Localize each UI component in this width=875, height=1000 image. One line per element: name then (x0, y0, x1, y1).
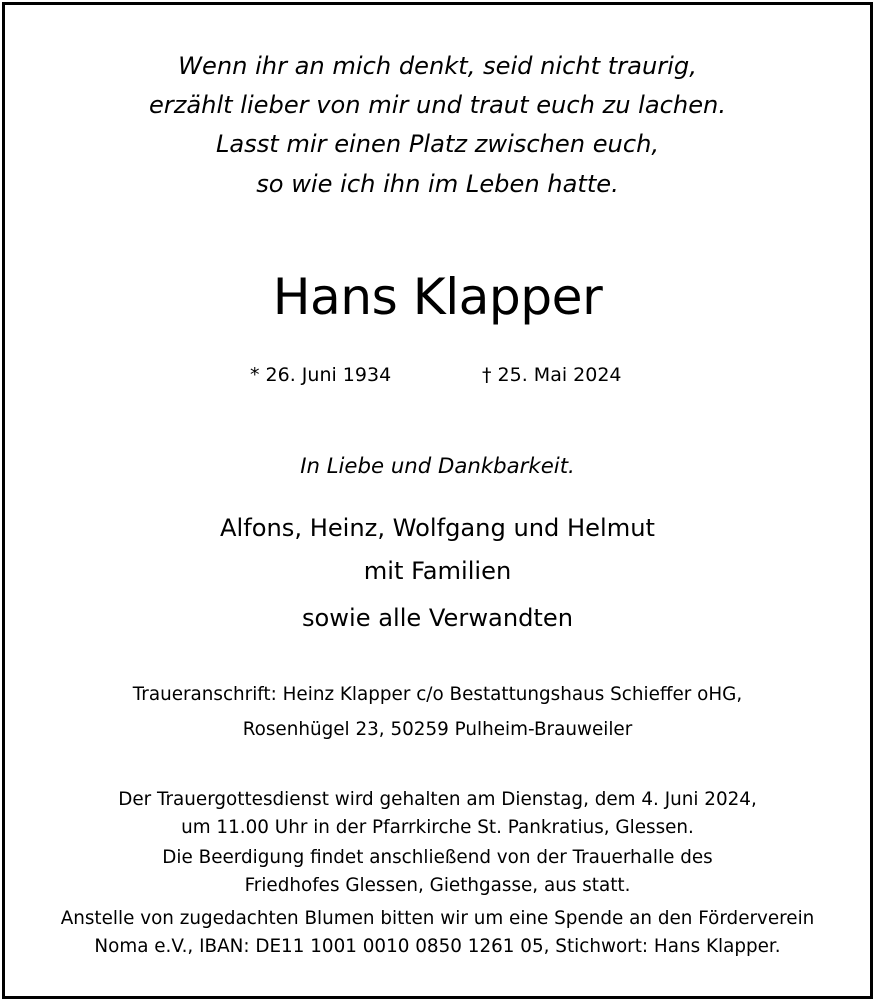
mourners-line-3: sowie alle Verwandten (301, 604, 574, 632)
service-line-1: Der Trauergottesdienst wird gehalten am Dienstag, dem 4. Juni 2024, (118, 789, 757, 810)
mourners-line-2: mit Familien (363, 557, 512, 585)
birth-date: * 26. Juni 1934 (250, 364, 392, 386)
poem-line-4: so wie ich ihn im Leben hatte. (256, 170, 619, 198)
death-date: † 25. Mai 2024 (482, 364, 622, 386)
address-line-2: Rosenhügel 23, 50259 Pulheim-Brauweiler (242, 719, 633, 740)
service-line-3: Die Beerdigung findet anschließend von der Trauerhalle des (162, 847, 713, 868)
donation-line-2: Noma e.V., IBAN: DE11 1001 0010 0850 1261 05, Stichwort: Hans Klapper. (94, 936, 781, 957)
poem-line-1: Wenn ihr an mich denkt, seid nicht traurig, (178, 52, 697, 80)
thanks-line: In Liebe und Dankbarkeit. (300, 454, 575, 479)
donation-line-1: Anstelle von zugedachten Blumen bitten wir um eine Spende an den Förderverein (60, 908, 815, 929)
deceased-name: Hans Klapper (272, 267, 603, 326)
service-line-2: um 11.00 Uhr in der Pfarrkirche St. Pankratius, Glessen. (181, 817, 694, 838)
address-line-1: Traueranschrift: Heinz Klapper c/o Bestattungshaus Schieffer oHG, (132, 684, 743, 705)
mourners-line-1: Alfons, Heinz, Wolfgang und Helmut (220, 514, 655, 542)
service-line-4: Friedhofes Glessen, Giethgasse, aus statt. (244, 875, 631, 896)
poem-line-3: Lasst mir einen Platz zwischen euch, (215, 130, 660, 158)
poem-line-2: erzählt lieber von mir und traut euch zu lachen. (148, 91, 727, 119)
